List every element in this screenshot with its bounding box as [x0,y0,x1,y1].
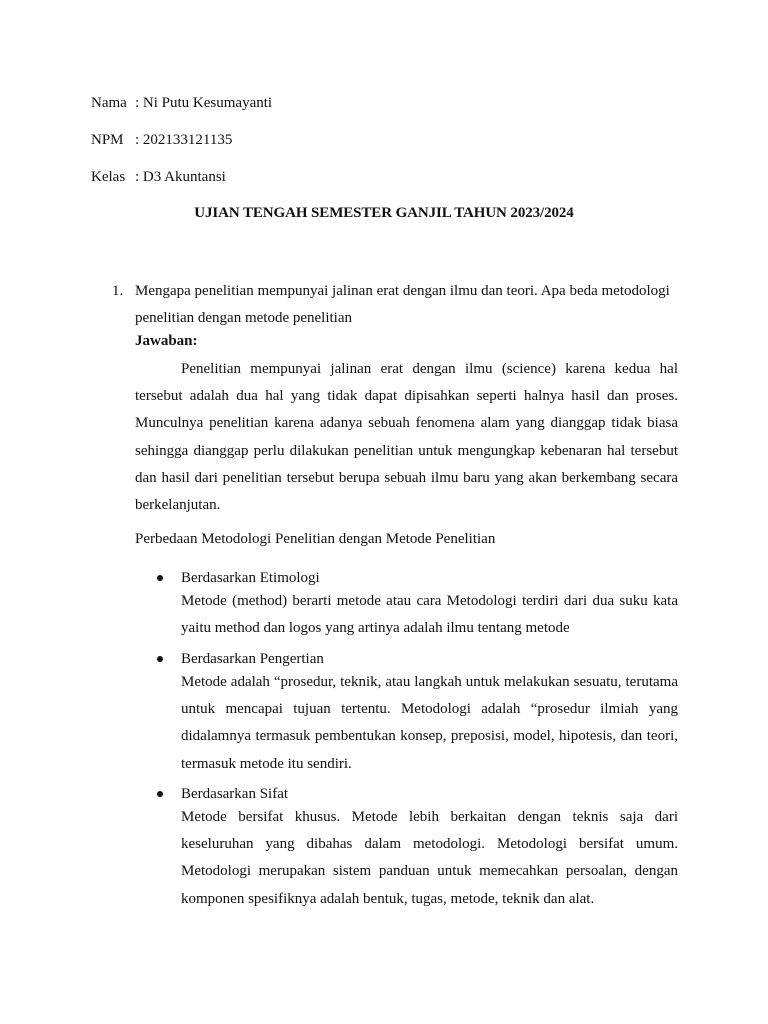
nama-value: : Ni Putu Kesumayanti [135,95,273,111]
npm-value: : 202133121135 [135,132,233,148]
nama-label: Nama [91,95,127,111]
question-number: 1. [112,283,124,299]
bullet-icon [157,656,163,662]
npm-label: NPM [91,132,124,148]
kelas-row [91,168,226,186]
bullet-body: Metode adalah “prosedur, teknik, atau langkah untuk melakukan sesuatu, terutama untuk mencapai tujuan tertentu. Metodologi adalah “prosedur ilmiah yang didalamnya termasuk pembentukan konsep, preposisi, model, hipotesis, dan teori, termasuk metode itu sendiri. [181,674,678,772]
nama-row [91,94,272,112]
section-heading: Perbedaan Metodologi Penelitian dengan Metode Penelitian [135,531,496,547]
bullet-body: Metode (method) berarti metode atau cara Metodologi terdiri dari dua suku kata yaitu method dan logos yang artinya adalah ilmu tentang metode [181,593,678,637]
exam-title: UJIAN TENGAH SEMESTER GANJIL TAHUN 2023/2024 [194,205,574,221]
bullet-icon [157,791,163,797]
answer-paragraph: Penelitian mempunyai jalinan erat dengan ilmu (science) karena kedua hal tersebut adalah dua hal yang tidak dapat dipisahkan seperti halnya hasil dan proses. Munculnya penelitian karena adanya sebuah fenomena alam yang dianggap tidak biasa sehingga dianggap perlu dilakukan penelitian untuk mengungkap kebenaran hal tersebut dan hasil dari penelitian tersebut berupa sebuah ilmu baru yang akan berkembang secara berkelanjutan. [135,361,678,514]
bullet-title: Berdasarkan Pengertian [181,651,324,667]
npm-row [91,131,232,149]
bullet-icon [157,575,163,581]
answer-label: Jawaban: [135,333,198,349]
bullet-title: Berdasarkan Etimologi [181,570,320,586]
kelas-label: Kelas [91,169,126,185]
bullet-title: Berdasarkan Sifat [181,786,289,802]
kelas-value: : D3 Akuntansi [135,169,226,185]
bullet-body: Metode bersifat khusus. Metode lebih berkaitan dengan teknis saja dari keseluruhan yang dibahas dalam metodologi. Metodologi bersifat umum. Metodologi merupakan sistem panduan untuk memecahkan persoalan, dengan komponen spesifiknya adalah bentuk, tugas, metode, teknik dan alat. [181,809,678,907]
question-text: Mengapa penelitian mempunyai jalinan erat dengan ilmu dan teori. Apa beda metodologi penelitian dengan metode penelitian [135,283,670,326]
